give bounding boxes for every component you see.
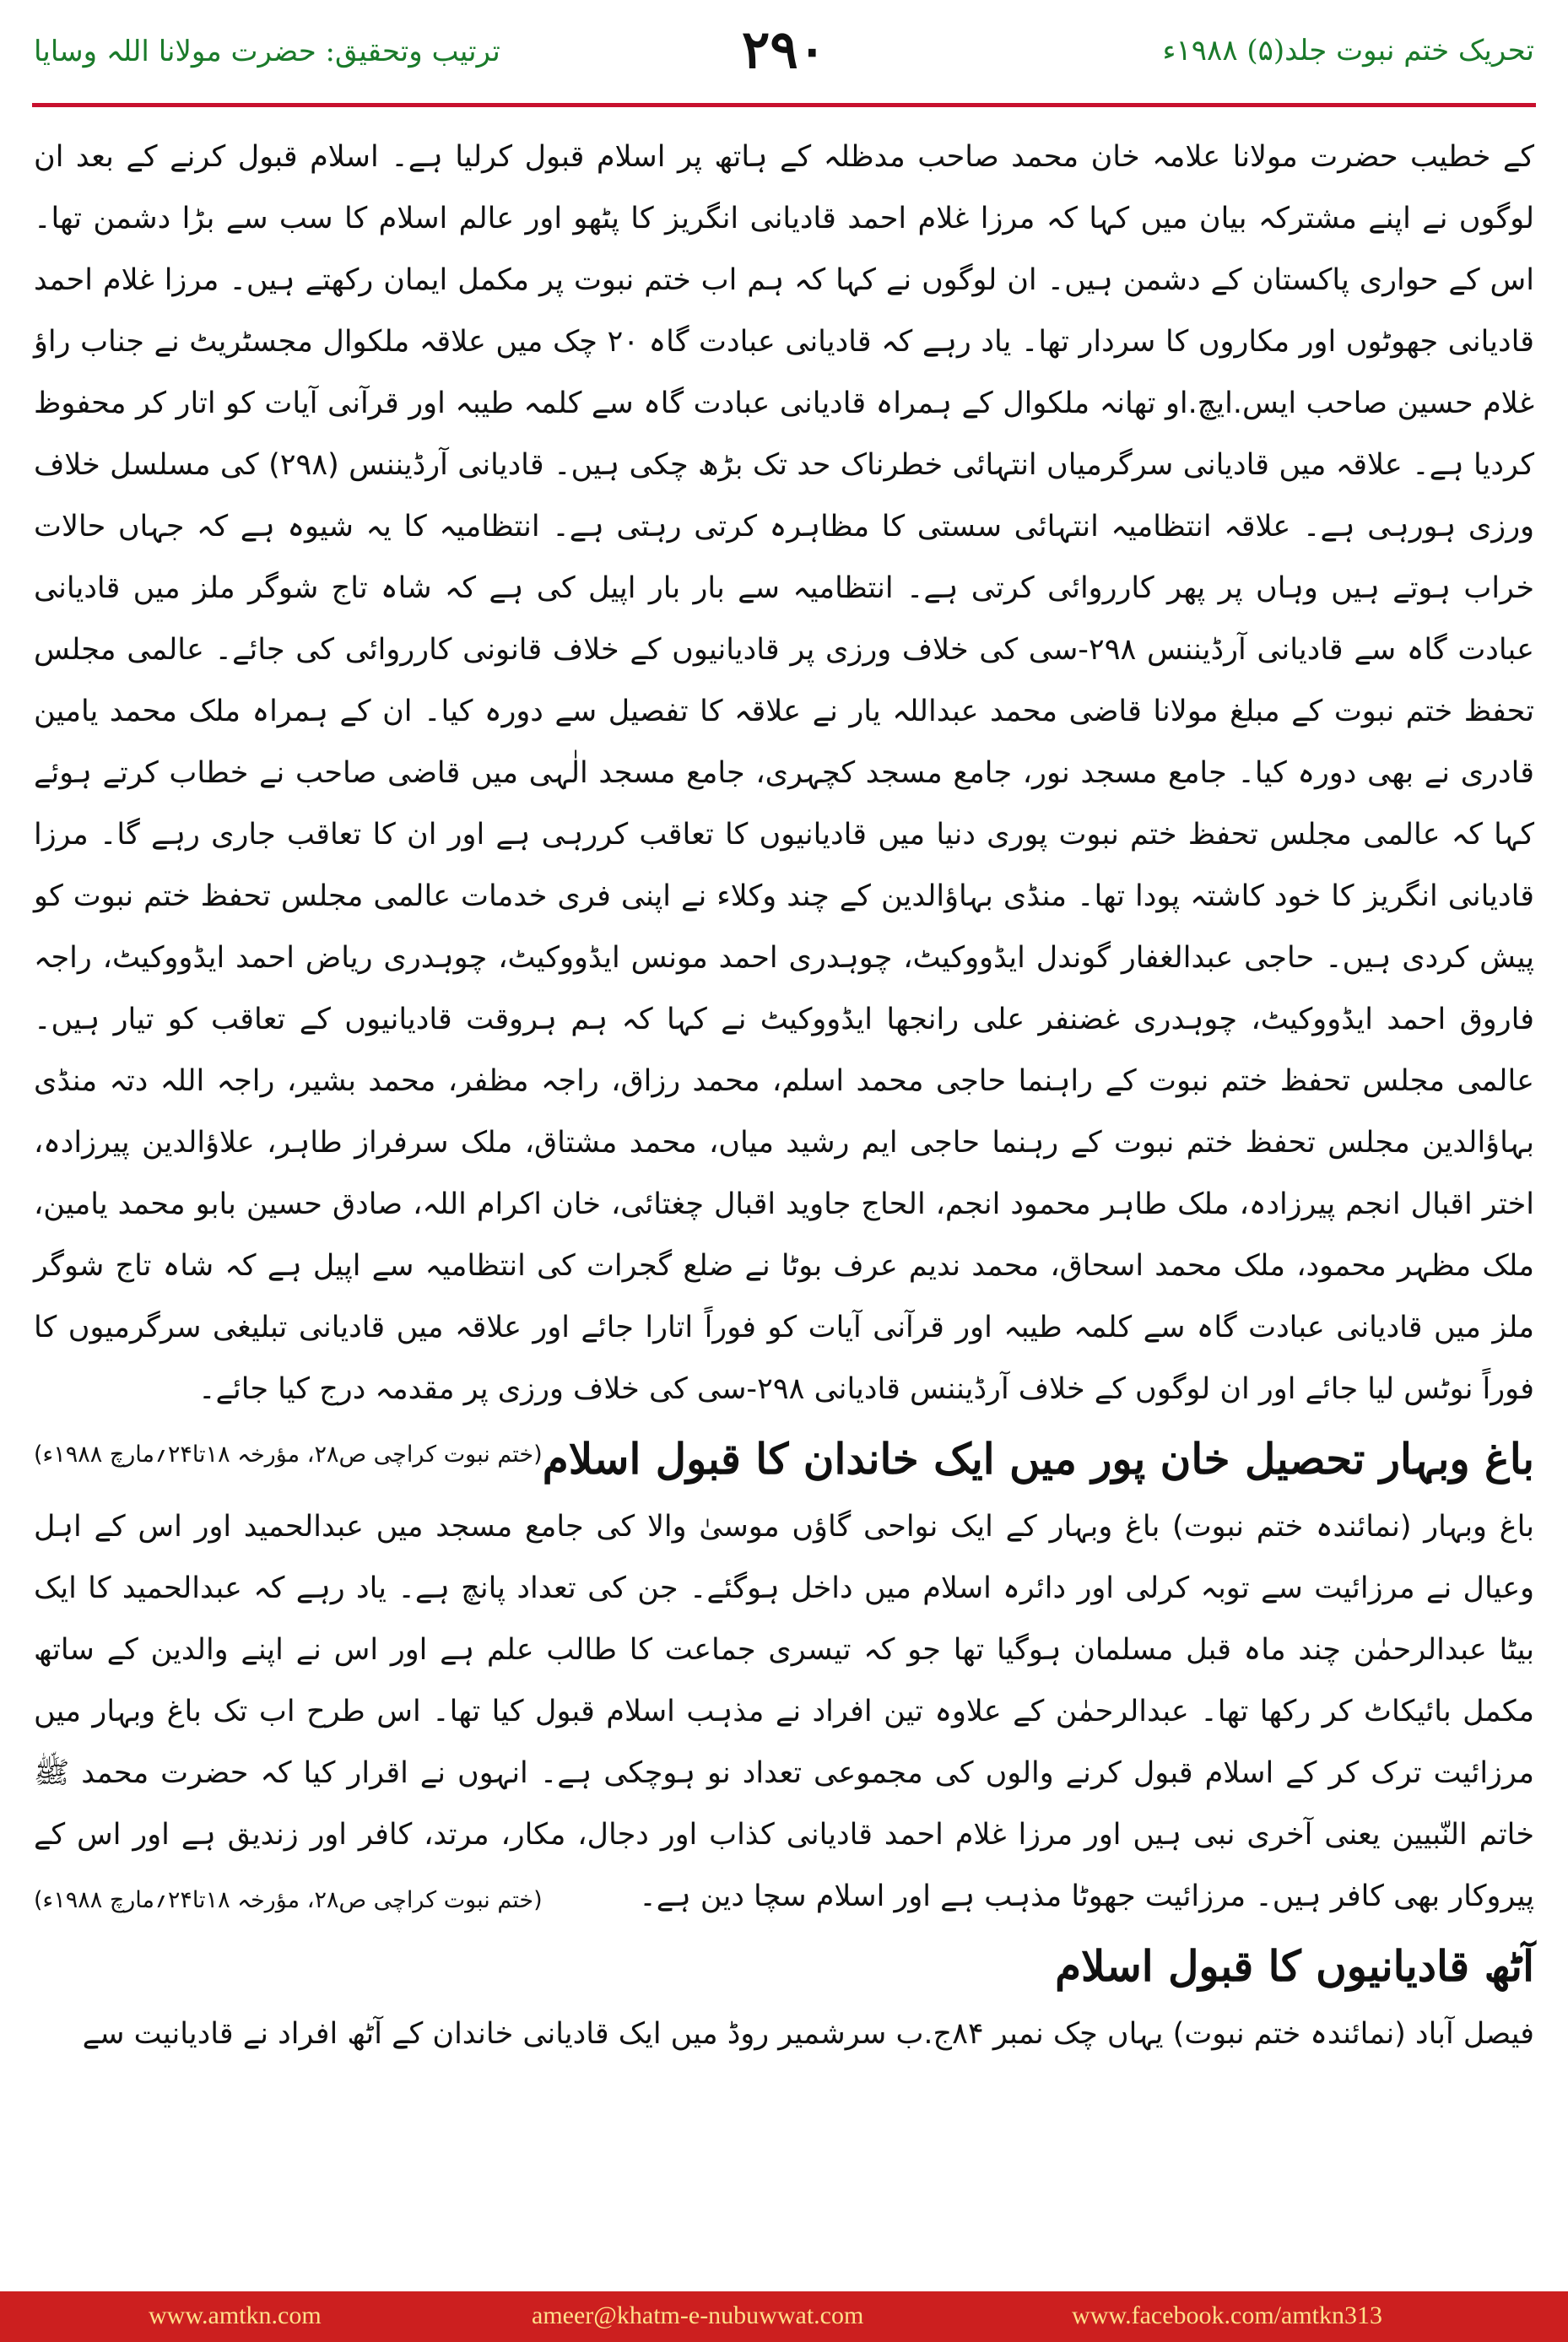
footer-email-link[interactable]: ameer@khatm-e-nubuwwat.com bbox=[532, 2301, 864, 2329]
page-number: ۲۹۰ bbox=[742, 19, 826, 80]
header-book-title: تحریک ختم نبوت جلد(۵) ۱۹۸۸ء bbox=[1162, 34, 1534, 68]
header-divider bbox=[32, 103, 1536, 107]
article-3-body bbox=[34, 2004, 1534, 2065]
article-2-source: (ختم نبوت کراچی ص۲۸، مؤرخہ ۱۸تا۲۴؍مارچ ۱۹۸۸ء) bbox=[34, 1887, 543, 1913]
article-1-source: (ختم نبوت کراچی ص۲۸، مؤرخہ ۱۸تا۲۴؍مارچ ۱۹۸۸ء) bbox=[34, 1441, 543, 1468]
article-2-text: باغ وبہار (نمائندہ ختم نبوت) باغ وبہار کے ایک نواحی گاؤں موسیٰ والا کی جامع مسجد میں عبدالحمید اور اس کے اہل وعیال نے مرزائیت سے توبہ کرلی اور دائرہ اسلام میں داخل ہوگئے۔ جن کی تعداد پانچ ہے۔ یاد رہے کہ عبدالحمید کا ایک بیٹا عبدالرحمٰن چند ماہ قبل مسلمان ہوگیا تھا جو کہ تیسری جماعت کا طالب علم ہے اور اس نے اپنے والدین کے ساتھ مکمل بائیکاٹ کر رکھا تھا۔ عبدالرحمٰن کے علاوہ تین افراد نے مذہب اسلام قبول کیا تھا۔ اس طرح اب تک باغ وبہار میں مرزائیت ترک کر کے اسلام قبول کرنے والوں کی مجموعی تعداد نو ہوچکی ہے۔ انہوں نے اقرار کیا کہ حضرت محمد ﷺ خاتم النّبیین یعنی آخری نبی ہیں اور مرزا غلام احمد قادیانی کذاب اور دجال، مکار، مرتد، کافر اور زندیق ہے اور اس کے پیروکار بھی کافر ہیں۔ مرزائیت جھوٹا مذہب ہے اور اسلام سچا دین ہے۔ bbox=[34, 1510, 1534, 1913]
article-3-text: فیصل آباد (نمائندہ ختم نبوت) یہاں چک نمبر ۸۴ج.ب سرشمیر روڈ میں ایک قادیانی خاندان کے آٹھ افراد نے قادیانیت سے bbox=[82, 2017, 1534, 2051]
article-1-text: کے خطیب حضرت مولانا علامہ خان محمد صاحب مدظلہ کے ہاتھ پر اسلام قبول کرلیا ہے۔ اسلام قبول کرنے کے بعد ان لوگوں نے اپنے مشترکہ بیان میں کہا کہ مرزا غلام احمد قادیانی انگریز کا پٹھو اور عالم اسلام کا سب سے بڑا دشمن تھا۔ اس کے حواری پاکستان کے دشمن ہیں۔ ان لوگوں نے کہا کہ ہم اب ختم نبوت پر مکمل ایمان رکھتے ہیں۔ مرزا غلام احمد قادیانی جھوٹوں اور مکاروں کا سردار تھا۔ یاد رہے کہ قادیانی عبادت گاہ ۲۰ چک میں علاقہ ملکوال مجسٹریٹ نے جناب راؤ غلام حسین صاحب ایس.ایچ.او تھانہ ملکوال کے ہمراہ قادیانی عبادت گاہ سے کلمہ طیبہ اور قرآنی آیات کو اتار کر محفوظ کردیا ہے۔ علاقہ میں قادیانی سرگرمیاں انتہائی خطرناک حد تک بڑھ چکی ہیں۔ قادیانی آرڈیننس (۲۹۸) کی مسلسل خلاف ورزی ہورہی ہے۔ علاقہ انتظامیہ انتہائی سستی کا مظاہرہ کرتی رہتی ہے۔ انتظامیہ کا یہ شیوہ ہے کہ جہاں حالات خراب ہوتے ہیں وہاں پر پھر کارروائی کرتی ہے۔ انتظامیہ سے بار بار اپیل کی ہے کہ شاہ تاج شوگر ملز میں قادیانی عبادت گاہ سے قادیانی آرڈیننس ۲۹۸-سی کی خلاف ورزی پر قادیانیوں کے خلاف قانونی کارروائی کی جائے۔ عالمی مجلس تحفظ ختم نبوت کے مبلغ مولانا قاضی محمد عبداللہ یار نے علاقہ کا تفصیل سے دورہ کیا۔ ان کے ہمراہ ملک محمد یامین قادری نے بھی دورہ کیا۔ جامع مسجد نور، جامع مسجد کچہری، جامع مسجد الٰہی میں قاضی صاحب نے خطاب کرتے ہوئے کہا کہ عالمی مجلس تحفظ ختم نبوت پوری دنیا میں قادیانیوں کا تعاقب کررہی ہے اور ان کا تعاقب جاری رہے گا۔ مرزا قادیانی انگریز کا خود کاشتہ پودا تھا۔ منڈی بہاؤالدین کے چند وکلاء نے اپنی فری خدمات عالمی مجلس تحفظ ختم نبوت کو پیش کردی ہیں۔ حاجی عبدالغفار گوندل ایڈووکیٹ، چوہدری احمد مونس ایڈووکیٹ، چوہدری ریاض احمد ایڈووکیٹ، راجہ فاروق احمد ایڈووکیٹ، چوہدری غضنفر علی رانجھا ایڈووکیٹ نے کہا کہ ہم ہروقت قادیانیوں کے تعاقب کو تیار ہیں۔ عالمی مجلس تحفظ ختم نبوت کے راہنما حاجی محمد اسلم، محمد رزاق، راجہ مظفر، محمد بشیر، راجہ اللہ دتہ منڈی بہاؤالدین مجلس تحفظ ختم نبوت کے رہنما حاجی ایم رشید میاں، محمد مشتاق، ملک سرفراز طاہر، علاؤالدین پیرزادہ، اختر اقبال انجم پیرزادہ، ملک طاہر محمود انجم، الحاج جاوید اقبال چغتائی، خان اکرام اللہ، صادق حسین بابو محمد یامین، ملک مظہر محمود، ملک محمد اسحاق، محمد ندیم عرف بوٹا نے ضلع گجرات کی انتظامیہ سے اپیل ہے کہ شاہ تاج شوگر ملز میں قادیانی عبادت گاہ سے کلمہ طیبہ اور قرآنی آیات کو فوراً اتارا جائے اور علاقہ میں قادیانی تبلیغی سرگرمیوں کا فوراً نوٹس لیا جائے اور ان لوگوں کے خلاف آرڈیننس قادیانی ۲۹۸-سی کی خلاف ورزی پر مقدمہ درج کیا جائے۔ bbox=[34, 140, 1534, 1406]
article-2-body bbox=[34, 1496, 1534, 1928]
page-footer bbox=[0, 2291, 1568, 2342]
page-header bbox=[0, 0, 1568, 127]
footer-website-link[interactable]: www.amtkn.com bbox=[149, 2301, 322, 2329]
header-compiler-credit: ترتیب وتحقیق: حضرت مولانا اللہ وسایا bbox=[34, 35, 500, 68]
footer-facebook-link[interactable]: www.facebook.com/amtkn313 bbox=[1072, 2301, 1382, 2329]
page-content bbox=[34, 127, 1534, 2253]
article-2-heading: باغ وبہار تحصیل خان پور میں ایک خاندان کا قبول اسلام bbox=[542, 1434, 1534, 1484]
article-3-heading: آٹھ قادیانیوں کا قبول اسلام bbox=[1055, 1941, 1534, 1991]
